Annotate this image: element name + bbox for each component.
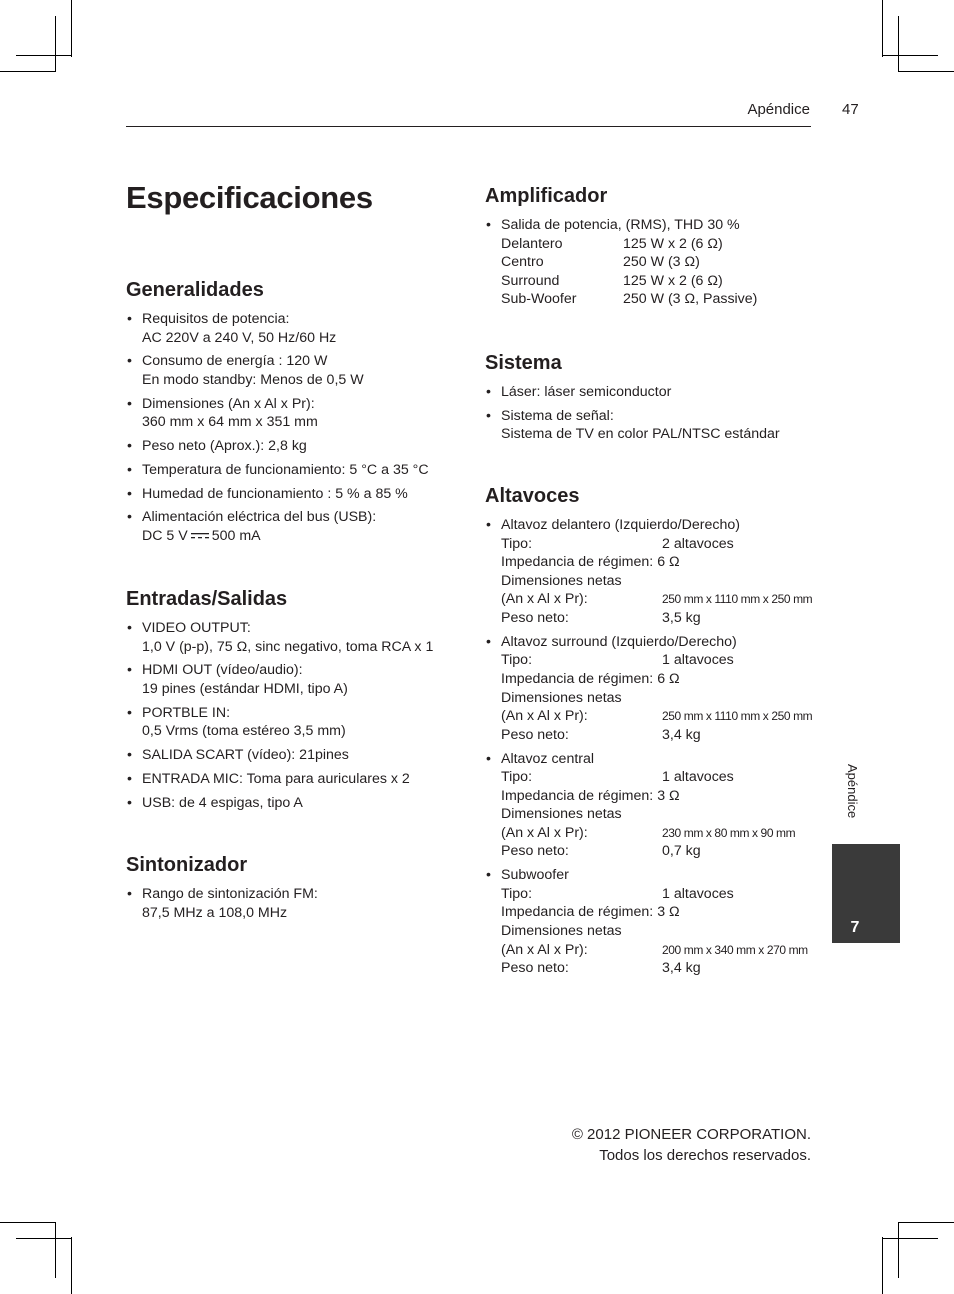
list-item: • SALIDA SCART (vídeo): 21pines bbox=[126, 746, 466, 765]
chapter-tab bbox=[832, 844, 900, 943]
section-heading: Entradas/Salidas bbox=[126, 588, 288, 610]
page-title: Especificaciones bbox=[126, 180, 373, 215]
section-heading: Sistema bbox=[485, 352, 562, 374]
chapter-number: 7 bbox=[850, 919, 860, 936]
list-item: • USB: de 4 espigas, tipo A bbox=[126, 794, 466, 813]
section-entradas-salidas bbox=[126, 587, 466, 817]
header-rule bbox=[126, 126, 811, 127]
list-item: • VIDEO OUTPUT: 1,0 V (p-p), 75 Ω, sinc negativo, toma RCA x 1 bbox=[126, 619, 466, 656]
list-item: • ENTRADA MIC: Toma para auriculares x 2 bbox=[126, 770, 466, 789]
list-item: • Subwoofer Tipo: 1 altavoces Impedancia de régimen: 3 Ω Dimensiones netas (An x Al x Pr): 200 mm x 340 mm x 270 mm Peso neto: 3,4 kg bbox=[485, 866, 815, 978]
list-item: • Rango de sintonización FM: 87,5 MHz a 108,0 MHz bbox=[126, 885, 466, 922]
list-item: • PORTBLE IN: 0,5 Vrms (toma estéreo 3,5 mm) bbox=[126, 704, 466, 741]
side-section-label: Apéndice bbox=[845, 764, 860, 819]
list-item: • Temperatura de funcionamiento: 5 °C a 35 °C bbox=[126, 461, 466, 480]
page-number: 47 bbox=[842, 101, 859, 118]
list-item: • Consumo de energía : 120 W En modo standby: Menos de 0,5 W bbox=[126, 352, 466, 389]
section-sistema bbox=[485, 351, 815, 449]
list-item: • Alimentación eléctrica del bus (USB): DC 5 V 500 mA bbox=[126, 508, 466, 545]
list-item: • Láser: láser semiconductor bbox=[485, 383, 815, 402]
spec-row: Delantero 125 W x 2 (6 Ω) bbox=[501, 235, 723, 252]
section-heading: Amplificador bbox=[485, 185, 608, 207]
list-item: • Altavoz central Tipo: 1 altavoces Impedancia de régimen: 3 Ω Dimensiones netas (An x Al x Pr): 230 mm x 80 mm x 90 mm Peso neto: 0,7 kg bbox=[485, 750, 815, 862]
list-item: • Sistema de señal: Sistema de TV en color PAL/NTSC estándar bbox=[485, 407, 815, 444]
copyright-footer: © 2012 PIONEER CORPORATION. Todos los derechos reservados. bbox=[571, 1126, 811, 1164]
spec-row: Sub-Woofer 250 W (3 Ω, Passive) bbox=[501, 291, 758, 308]
list-item: • Altavoz surround (Izquierdo/Derecho) Tipo: 1 altavoces Impedancia de régimen: 6 Ω Dimensiones netas (An x Al x Pr): 250 mm x 1110 mm x 250 mm Peso neto: 3,4 kg bbox=[485, 633, 815, 745]
section-sintonizador bbox=[126, 853, 466, 927]
section-heading: Sintonizador bbox=[126, 854, 248, 876]
list-item: • Salida de potencia, (RMS), THD 30 % Delantero 125 W x 2 (6 Ω) Centro 250 W (3 Ω) Surround 125 W x 2 (6 Ω) Sub-Woofer 250 W (3 Ω, Passive) bbox=[485, 216, 815, 309]
list-item: • HDMI OUT (vídeo/audio): 19 pines (estándar HDMI, tipo A) bbox=[126, 661, 466, 698]
section-heading: Generalidades bbox=[126, 279, 264, 301]
section-heading: Altavoces bbox=[485, 485, 580, 507]
list-item: • Requisitos de potencia: AC 220V a 240 V, 50 Hz/60 Hz bbox=[126, 310, 466, 347]
section-amplificador bbox=[485, 184, 815, 314]
spec-row: Surround 125 W x 2 (6 Ω) bbox=[501, 272, 723, 289]
spec-row: Centro 250 W (3 Ω) bbox=[501, 254, 700, 271]
header-section-label: Apéndice bbox=[747, 101, 810, 118]
list-item: • Dimensiones (An x Al x Pr): 360 mm x 64 mm x 351 mm bbox=[126, 395, 466, 432]
section-generalidades bbox=[126, 278, 466, 551]
section-altavoces bbox=[485, 484, 815, 983]
dc-symbol-icon bbox=[191, 532, 209, 540]
list-item: • Peso neto (Aprox.): 2,8 kg bbox=[126, 437, 466, 456]
list-item: • Altavoz delantero (Izquierdo/Derecho) Tipo: 2 altavoces Impedancia de régimen: 6 Ω Dimensiones netas (An x Al x Pr): 250 mm x 1110 mm x 250 mm Peso neto: 3,5 kg bbox=[485, 516, 815, 628]
list-item: • Humedad de funcionamiento : 5 % a 85 % bbox=[126, 485, 466, 504]
